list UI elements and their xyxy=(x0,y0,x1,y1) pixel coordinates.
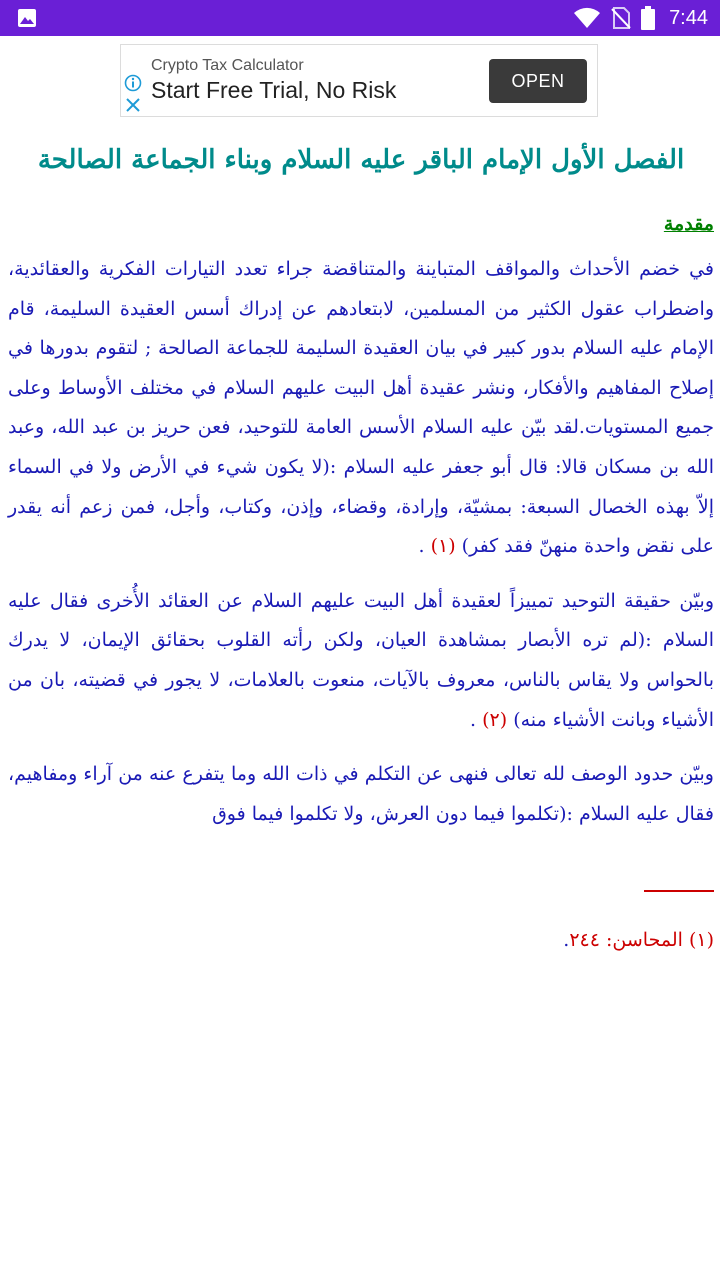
chapter-title: الفصل الأول الإمام الباقر عليه السلام وبناء الجماعة الصالحة xyxy=(37,145,685,175)
footnote-ref[interactable]: (٢) xyxy=(482,708,508,731)
status-time: 7:44 xyxy=(669,6,708,29)
wifi-icon xyxy=(573,7,601,29)
footnote-ref[interactable]: (١) xyxy=(430,535,456,558)
footnote-end: . xyxy=(563,929,570,952)
paragraph xyxy=(8,250,714,567)
close-icon[interactable] xyxy=(125,97,141,113)
paragraph-text: وبيّن حدود الوصف لله تعالى فنهى عن التكلم في ذات الله وما يتفرع عنه من آراء ومفاهيم، فقال عليه السلام :(تكلموا فيما دون العرش، ولا تكلموا فيما فوق xyxy=(8,763,714,825)
paragraph-end: . xyxy=(418,535,431,558)
paragraph xyxy=(8,582,714,740)
info-icon[interactable] xyxy=(124,74,142,92)
paragraph-end: . xyxy=(469,708,483,731)
footnote-number: (١) xyxy=(688,929,714,952)
battery-icon xyxy=(641,6,655,30)
status-bar xyxy=(0,0,720,36)
ad-subtitle: Crypto Tax Calculator xyxy=(151,57,304,74)
footnote-divider xyxy=(644,890,714,892)
paragraph xyxy=(8,755,714,834)
footnote-page: ٢٤٤ xyxy=(569,929,600,952)
no-sim-icon xyxy=(611,6,631,30)
footnote-source: المحاسن: xyxy=(606,929,683,952)
paragraph-text: في خضم الأحداث والمواقف المتباينة والمتناقضة جراء تعدد التيارات الفكرية والعقائدية، واضطراب عقول الكثير من المسلمين، لابتعادهم عن إدراك أسس العقيدة السليمة، قام الإمام عليه السلام بدور كبير في بيان العقيدة السليمة للجماعة الصالحة ; لتقوم بدورها في إصلاح المفاهيم والأفكار، ونشر عقيدة أهل البيت عليهم السلام في مختلف الأوساط وعلى جميع المستويات.لقد بيّن عليه السلام الأسس العامة للتوحيد، فعن حريز بن عبد الله، وعبد الله بن مسكان قالا: قال أبو جعفر عليه السلام :(لا يكون شيء في الأرض ولا في السماء إلاّ بهذه الخصال السبعة: بمشيّة، وإرادة، وقضاء، وإذن، وكتاب، وأجل، فمن زعم أنه يقدر على نقض واحدة منهنّ فقد كفر) xyxy=(8,258,714,558)
ad-headline[interactable]: Start Free Trial, No Risk xyxy=(151,77,397,103)
book-content xyxy=(8,130,714,960)
ad-banner[interactable] xyxy=(120,44,598,117)
section-heading: مقدمة xyxy=(663,213,714,235)
paragraph-text: وبيّن حقيقة التوحيد تمييزاً لعقيدة أهل البيت عليهم السلام عن العقائد الأُخرى فقال عليه السلام :(لم تره الأبصار بمشاهدة العيان، ولكن رأته القلوب بحقائق الإيمان، لا يدرك بالحواس ولا يقاس بالناس، معروف بالآيات، منعوت بالعلامات، لا يجور في قضيته، بان من الأشياء وبانت الأشياء منه) xyxy=(8,589,714,731)
footnote xyxy=(8,920,714,960)
image-icon xyxy=(17,8,37,28)
ad-open-button[interactable]: OPEN xyxy=(489,59,587,103)
